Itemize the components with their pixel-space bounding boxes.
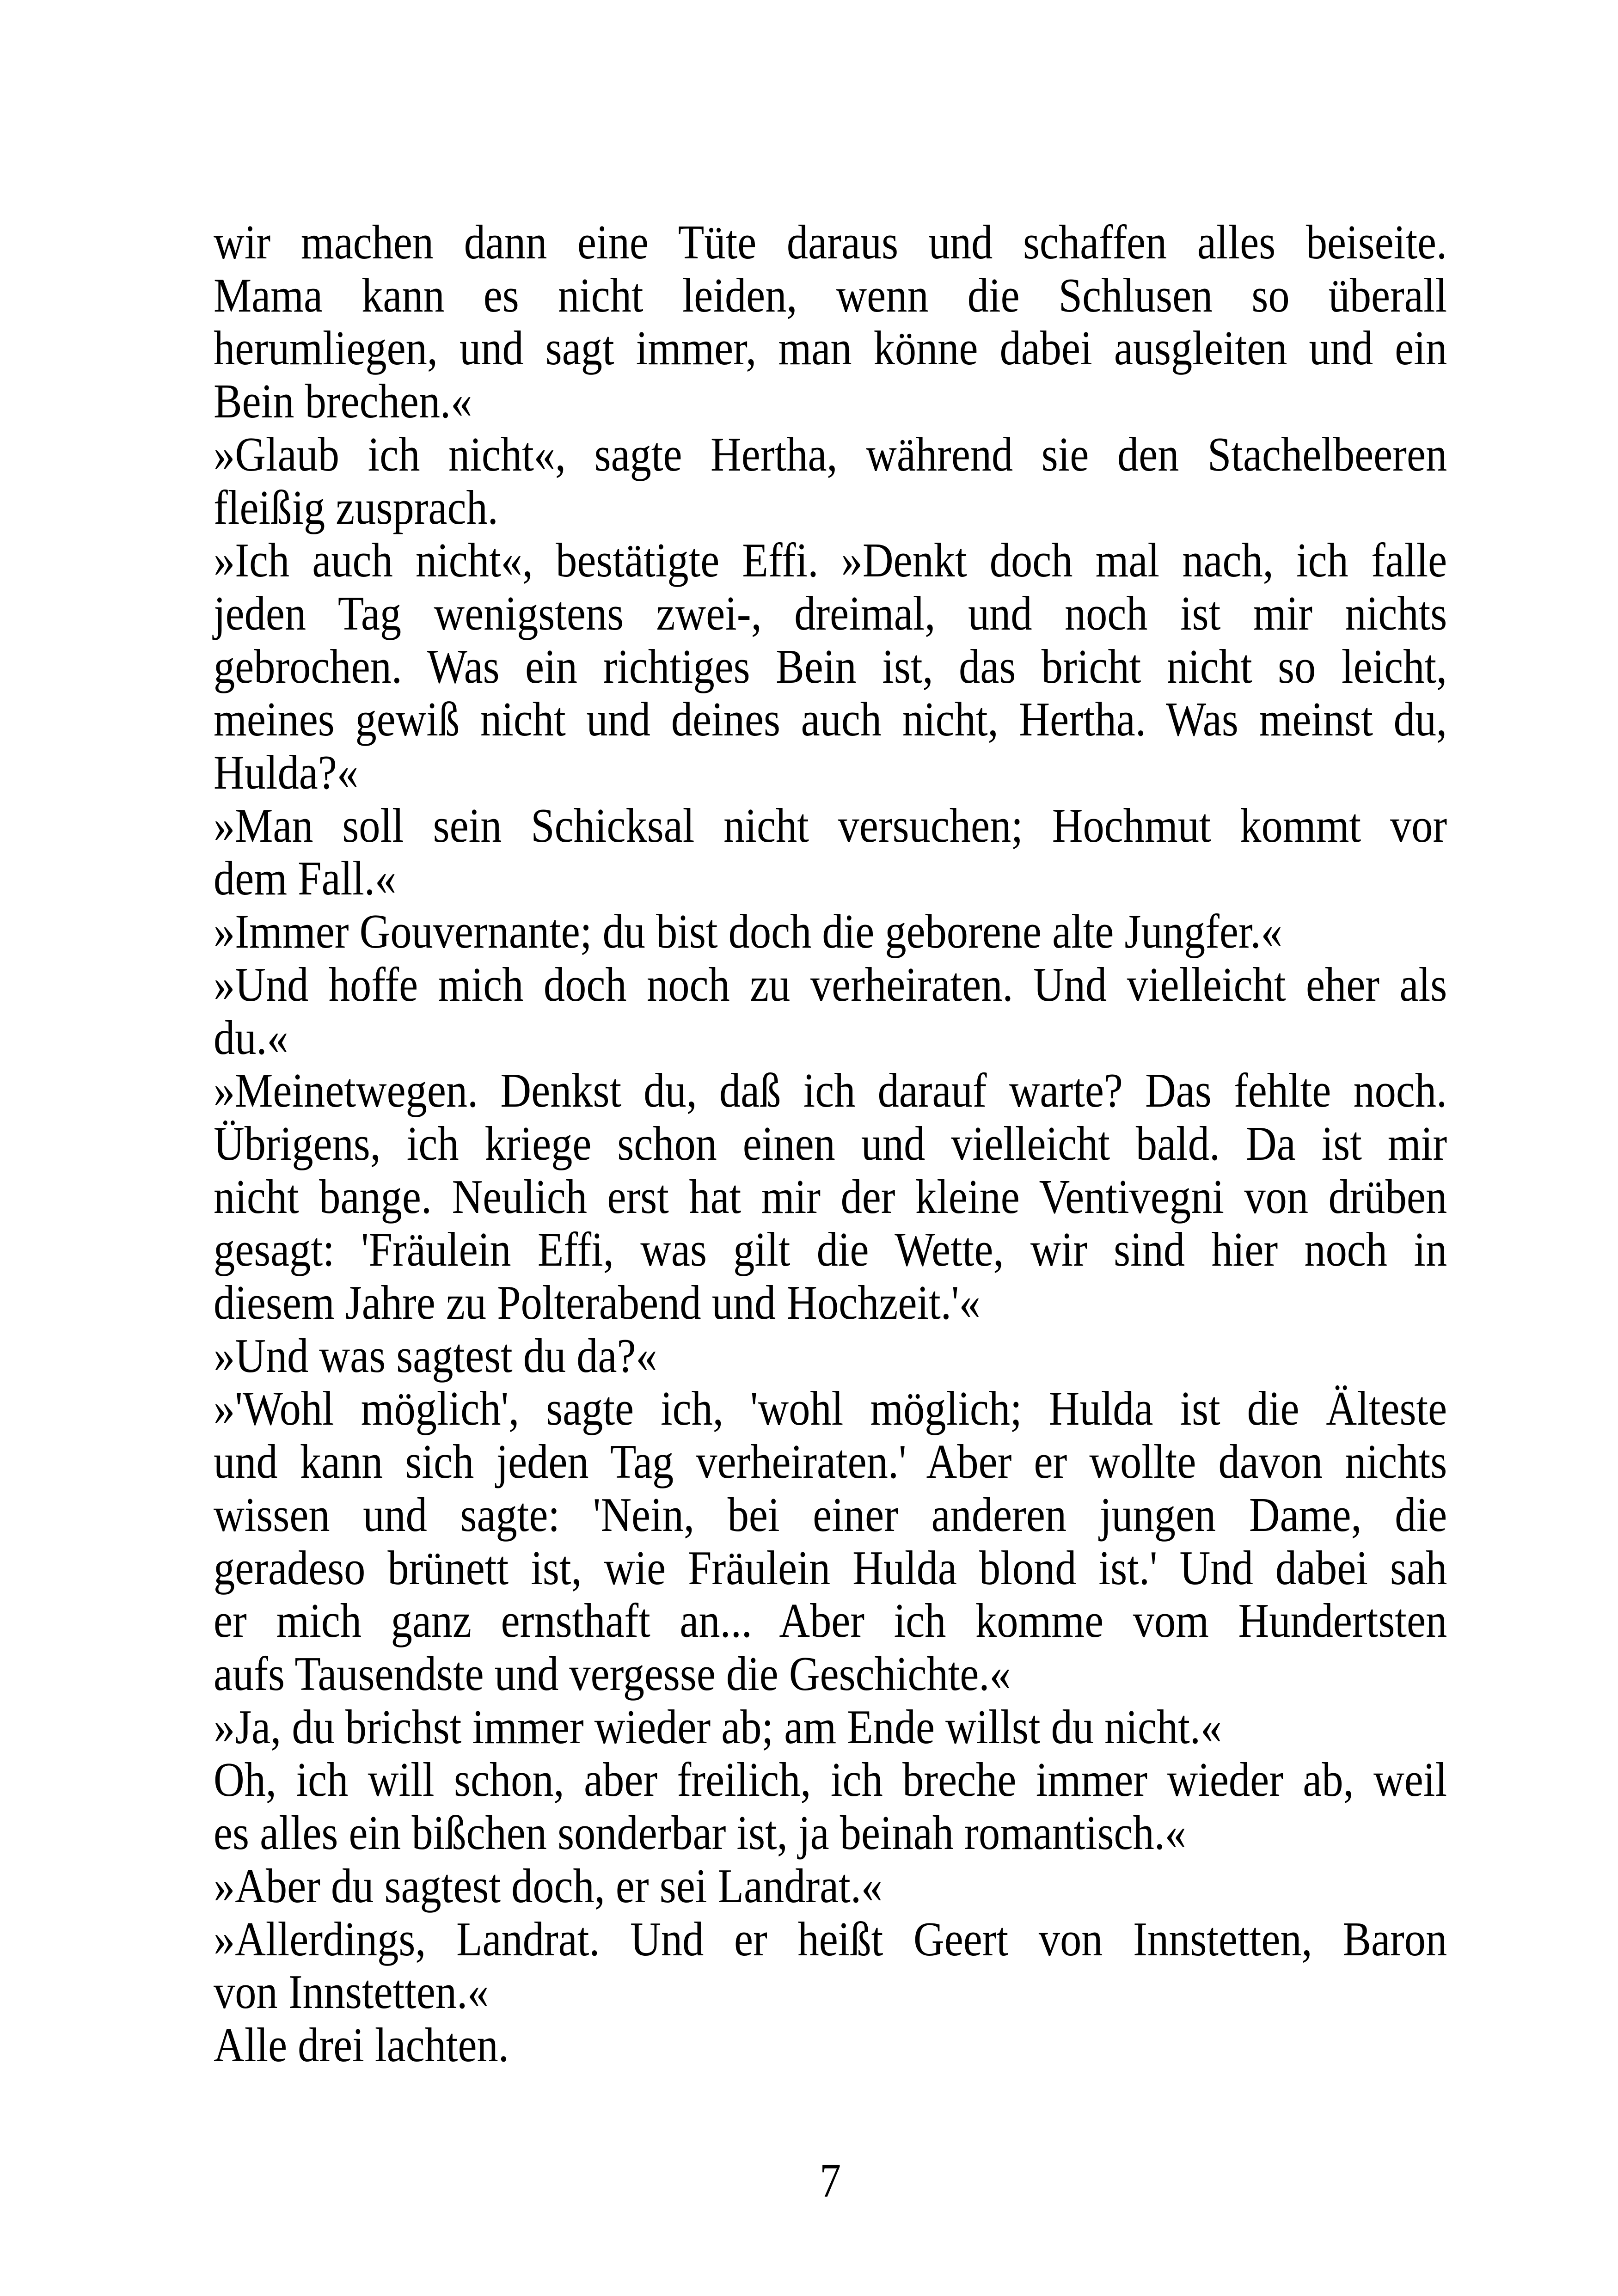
text-line: »Aber du sagtest doch, er sei Landrat.« (214, 1858, 883, 1913)
paragraph (214, 799, 1447, 905)
text-line: herumliegen, und sagt immer, man könne dabei ausgleiten und ein (214, 321, 1447, 375)
paragraph (214, 1913, 1447, 2019)
text-line: »Und hoffe mich doch noch zu verheiraten. Und vielleicht eher als (214, 957, 1447, 1011)
text-line: gebrochen. Was ein richtiges Bein ist, das bricht nicht so leicht, (214, 639, 1447, 693)
text-line: Mama kann es nicht leiden, wenn die Schlusen so überall (214, 268, 1447, 322)
text-line: gesagt: 'Fräulein Effi, was gilt die Wette, wir sind hier noch in (214, 1222, 1447, 1277)
text-line: »Immer Gouvernante; du bist doch die geborene alte Jungfer.« (214, 904, 1282, 959)
paragraph (214, 905, 1447, 958)
text-line: »Und was sagtest du da?« (214, 1328, 657, 1383)
paragraph (214, 534, 1447, 799)
paragraph (214, 1753, 1447, 1859)
paragraph (214, 1064, 1447, 1329)
text-line: wissen und sagte: 'Nein, bei einer anderen jungen Dame, die (214, 1487, 1447, 1542)
text-line: es alles ein bißchen sonderbar ist, ja beinah romantisch.« (214, 1806, 1187, 1860)
text-line: aufs Tausendste und vergesse die Geschichte.« (214, 1646, 1011, 1701)
text-line: »Ja, du brichst immer wieder ab; am Ende willst du nicht.« (214, 1699, 1222, 1754)
text-line: fleißig zusprach. (214, 480, 498, 534)
page-number: 7 (819, 2153, 841, 2207)
text-line: Übrigens, ich kriege schon einen und vielleicht bald. Da ist mir (214, 1116, 1447, 1170)
text-line: er mich ganz ernsthaft an... Aber ich komme vom Hundertsten (214, 1593, 1447, 1648)
text-line: »Ich auch nicht«, bestätigte Effi. »Denkt doch mal nach, ich falle (214, 533, 1447, 588)
text-line: Alle drei lachten. (214, 2017, 509, 2072)
text-block (214, 216, 1447, 2072)
text-line: jeden Tag wenigstens zwei-, dreimal, und noch ist mir nichts (214, 586, 1447, 640)
text-line: »'Wohl möglich', sagte ich, 'wohl möglich; Hulda ist die Älteste (214, 1381, 1447, 1436)
text-line: geradeso brünett ist, wie Fräulein Hulda blond ist.' Und dabei sah (214, 1540, 1447, 1595)
text-line: dem Fall.« (214, 851, 397, 906)
text-line: »Meinetwegen. Denkst du, daß ich darauf warte? Das fehlte noch. (214, 1063, 1447, 1118)
text-line: und kann sich jeden Tag verheiraten.' Aber er wollte davon nichts (214, 1434, 1447, 1489)
text-line: nicht bange. Neulich erst hat mir der kleine Ventivegni von drüben (214, 1169, 1447, 1224)
text-line: diesem Jahre zu Polterabend und Hochzeit.'« (214, 1275, 981, 1330)
text-line: wir machen dann eine Tüte daraus und schaffen alles beiseite. (214, 215, 1447, 269)
text-line: meines gewiß nicht und deines auch nicht, Hertha. Was meinst du, (214, 692, 1447, 747)
paragraph (214, 1860, 1447, 1913)
paragraph (214, 428, 1447, 534)
paragraph (214, 958, 1447, 1064)
paragraph (214, 1382, 1447, 1700)
text-line: »Allerdings, Landrat. Und er heißt Geert von Innstetten, Baron (214, 1911, 1447, 1966)
text-line: »Glaub ich nicht«, sagte Hertha, während sie den Stachelbeeren (214, 427, 1447, 481)
paragraph (214, 216, 1447, 428)
text-line: »Man soll sein Schicksal nicht versuchen; Hochmut kommt vor (214, 798, 1447, 852)
paragraph (214, 1329, 1447, 1383)
text-line: du.« (214, 1010, 288, 1065)
paragraph (214, 1701, 1447, 1754)
text-line: Oh, ich will schon, aber freilich, ich breche immer wieder ab, weil (214, 1752, 1447, 1807)
text-line: von Innstetten.« (214, 1965, 489, 2019)
text-line: Bein brechen.« (214, 374, 472, 429)
paragraph (214, 2019, 1447, 2072)
text-line: Hulda?« (214, 745, 359, 800)
